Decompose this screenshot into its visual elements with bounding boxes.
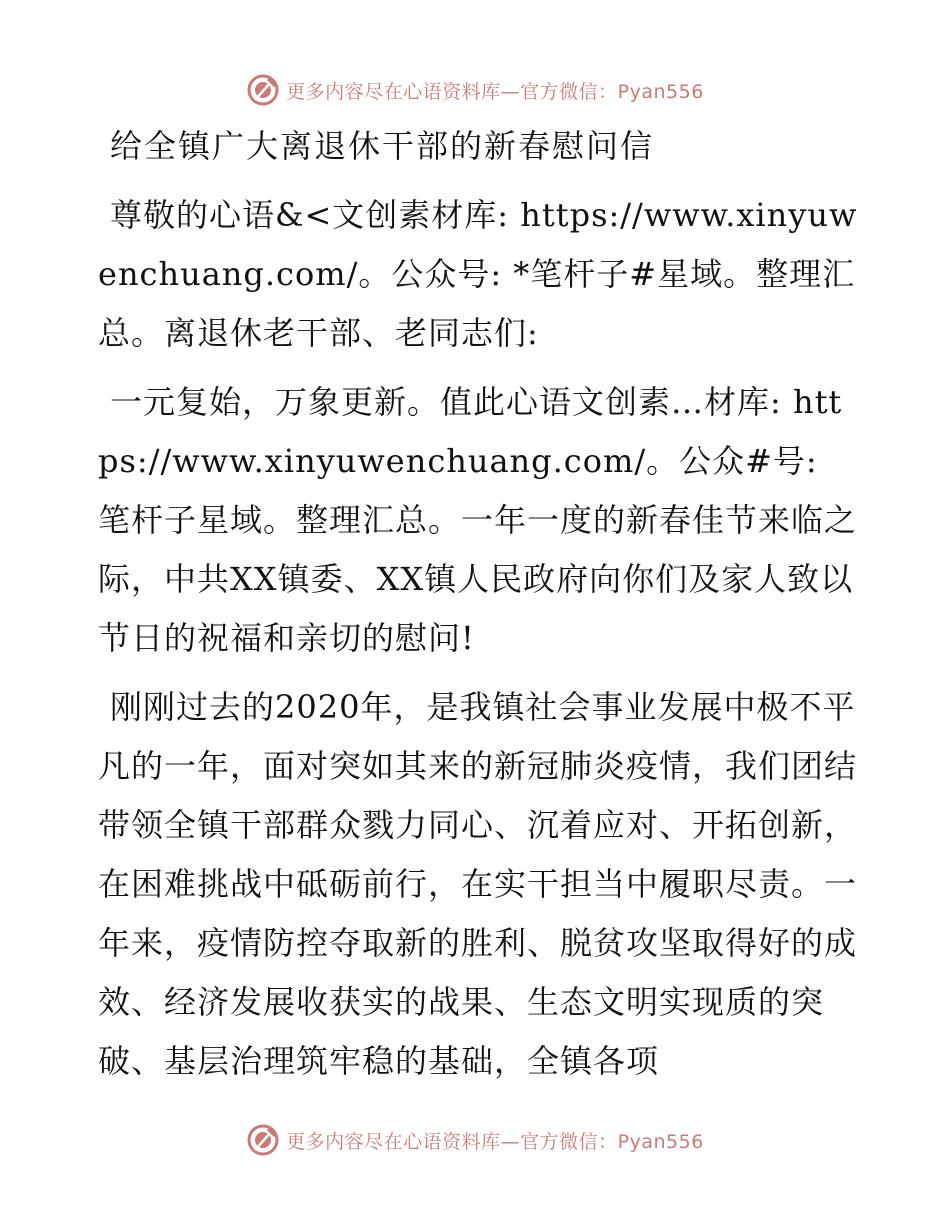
paragraph-review: 刚刚过去的2020年，是我镇社会事业发展中极不平凡的一年，面对突如其来的新冠肺炎疫情，我们团结带领全镇干部群众戮力同心、沉着应对、开拓创新，在困难挑战中砥砺前行，在实干担当中履职尽责。一年来，疫情防控夺取新的胜利、脱贫攻坚取得好的成效、经济发展收获实的战果、生态文明实现质的突破、基层治理筑牢稳的基础，全镇各项 [98, 688, 858, 1080]
watermark-text: 更多内容尽在心语资料库—官方微信：Pyan556 [286, 1130, 704, 1153]
document-title: 给全镇广大离退休干部的新春慰问信 [110, 127, 655, 165]
footer-watermark [0, 1120, 950, 1160]
pen-circle-icon [246, 73, 280, 107]
header-watermark [0, 70, 950, 110]
paragraph-greeting: 一元复始，万象更新。值此心语文创素…材库: https://www.xinyuwenchuang.com/。公众#号: 笔杆子星域。整理汇总。一年一度的新春佳节来临之际，中共XX镇委、XX镇人民政府向你们及家人致以节日的祝福和亲切的慰问! [98, 383, 858, 657]
watermark-text: 更多内容尽在心语资料库—官方微信：Pyan556 [286, 80, 704, 103]
pen-circle-icon [246, 1123, 280, 1157]
paragraph-salutation: 尊敬的心语&<文创素材库: https://www.xinyuwenchuang.com/。公众号: *笔杆子#星域。整理汇总。离退休老干部、老同志们: [98, 196, 858, 352]
document-body [98, 120, 858, 1101]
